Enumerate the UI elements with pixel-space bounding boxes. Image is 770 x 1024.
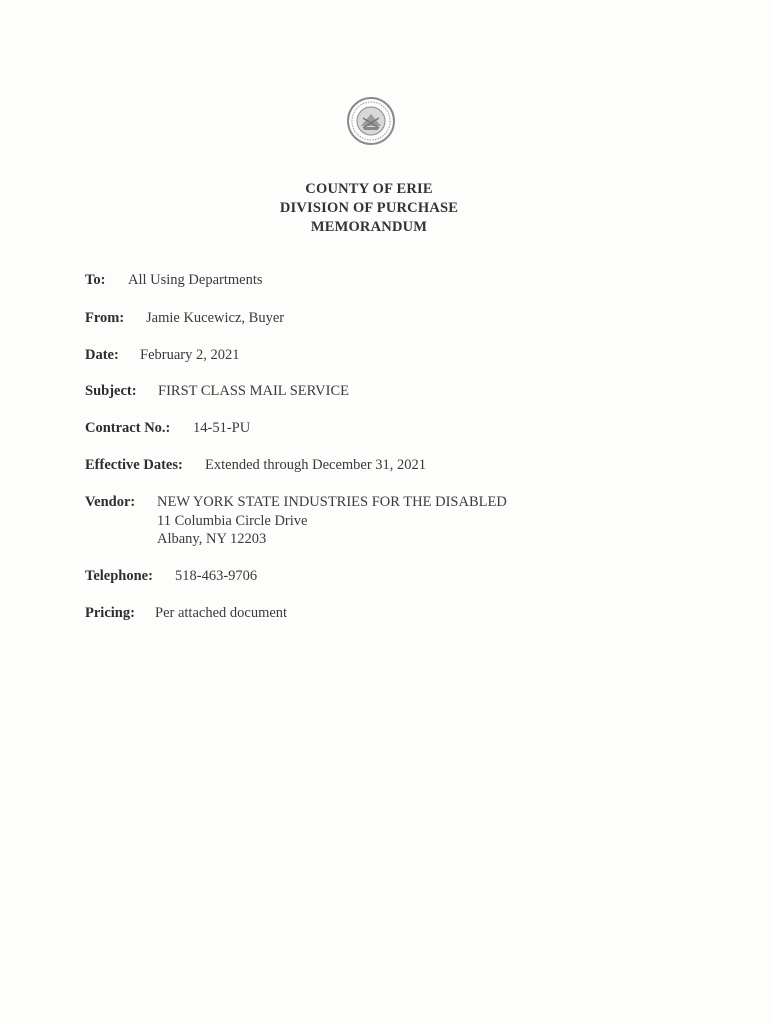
vendor-name: NEW YORK STATE INDUSTRIES FOR THE DISABLED: [157, 494, 507, 510]
county-seal-icon: [346, 96, 396, 146]
to-value: All Using Departments: [128, 272, 263, 288]
effective-dates-field: [85, 456, 426, 475]
subject-value: FIRST CLASS MAIL SERVICE: [158, 383, 349, 399]
from-label: From:: [85, 310, 125, 326]
telephone-label: Telephone:: [85, 568, 153, 584]
vendor-label: Vendor:: [85, 494, 136, 510]
from-field: [85, 309, 284, 328]
effective-dates-value: Extended through December 31, 2021: [205, 457, 427, 473]
telephone-field: [85, 567, 257, 586]
vendor-address-line1: 11 Columbia Circle Drive: [157, 513, 308, 529]
vendor-address-line2: Albany, NY 12203: [157, 531, 267, 547]
subject-label: Subject:: [85, 383, 137, 399]
header-division: DIVISION OF PURCHASE: [279, 200, 459, 216]
pricing-value: Per attached document: [155, 605, 288, 621]
vendor-field: [85, 493, 507, 512]
date-field: [85, 346, 239, 365]
date-label: Date:: [85, 347, 119, 363]
date-value: February 2, 2021: [140, 347, 240, 363]
to-field: [85, 271, 263, 290]
effective-dates-label: Effective Dates:: [85, 457, 183, 473]
contract-value: 14-51-PU: [193, 420, 251, 436]
subject-field: [85, 382, 349, 401]
header-county: COUNTY OF ERIE: [305, 181, 433, 197]
contract-field: [85, 419, 250, 438]
contract-label: Contract No.:: [85, 420, 171, 436]
memo-header: [0, 180, 770, 237]
from-value: Jamie Kucewicz, Buyer: [146, 310, 285, 326]
pricing-field: [85, 604, 287, 623]
header-memorandum: MEMORANDUM: [310, 219, 428, 235]
pricing-label: Pricing:: [85, 605, 135, 621]
to-label: To:: [85, 272, 106, 288]
telephone-value: 518-463-9706: [175, 568, 258, 584]
